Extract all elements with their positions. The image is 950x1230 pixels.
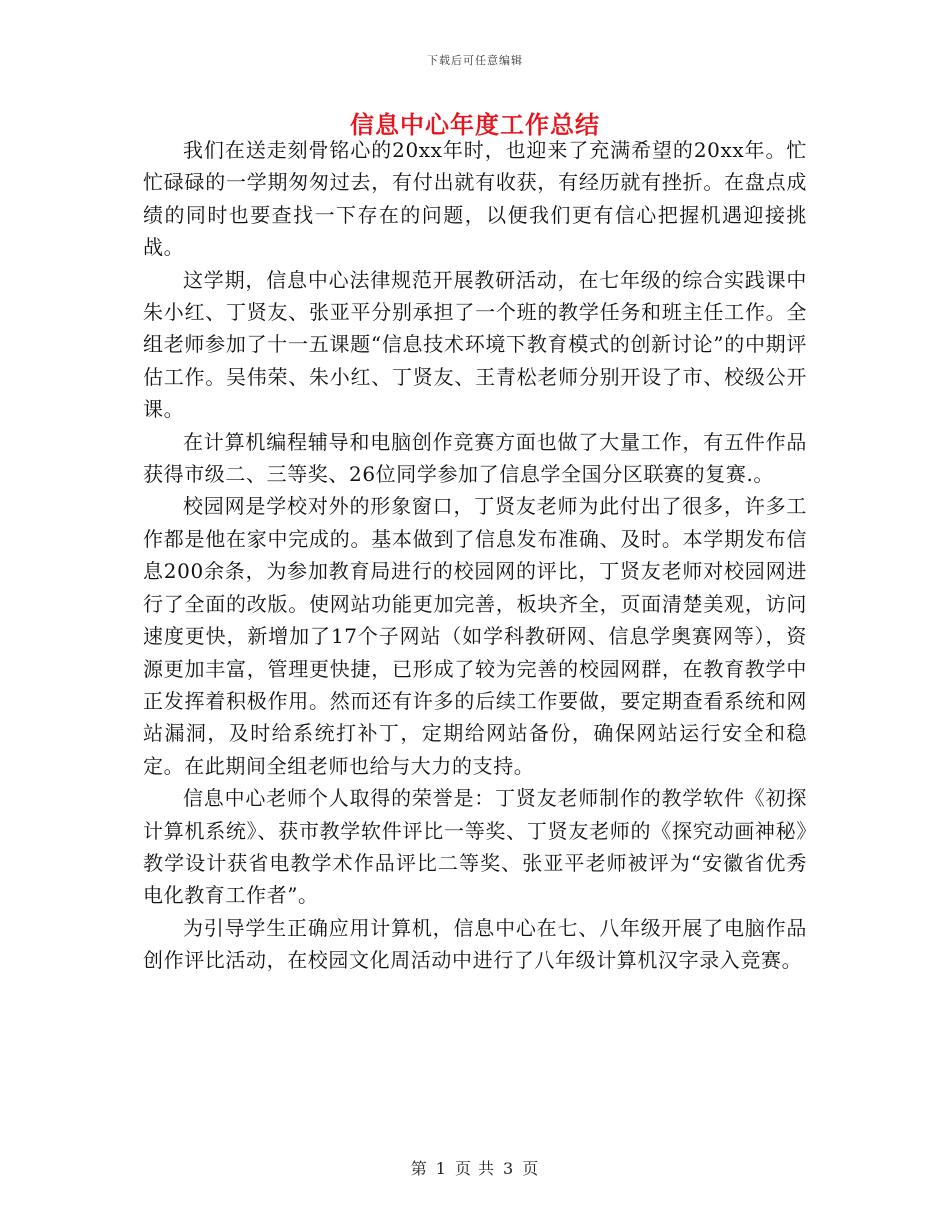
page-footer: [0, 1156, 950, 1179]
footer-suffix: 页: [522, 1159, 540, 1178]
document-title: 信息中心年度工作总结: [350, 110, 600, 139]
document-body: [143, 134, 807, 977]
page-header-note: 下载后可任意编辑: [427, 54, 523, 67]
paragraph-2: 这学期，信息中心法律规范开展教研活动，在七年级的综合实践课中朱小红、丁贤友、张亚平分别承担了一个班的教学任务和班主任工作。全组老师参加了十一五课题“信息技术环境下教育模式的创新讨论”的中期评估工作。吴伟荣、朱小红、丁贤友、王青松老师分别开设了市、校级公开课。: [143, 267, 807, 422]
footer-page-number: 1: [435, 1159, 447, 1178]
footer-prefix: 第: [410, 1159, 428, 1178]
footer-total-pages: 3: [503, 1159, 515, 1178]
footer-middle: 页 共: [454, 1159, 496, 1178]
paragraph-5: 信息中心老师个人取得的荣誉是：丁贤友老师制作的教学软件《初探计算机系统》、获市教学软件评比一等奖、丁贤友老师的《探究动画神秘》教学设计获省电教学术作品评比二等奖、张亚平老师被评为“安徽省优秀电化教育工作者”。: [143, 786, 807, 908]
paragraph-3: 在计算机编程辅导和电脑创作竞赛方面也做了大量工作，有五件作品获得市级二、三等奖、26位同学参加了信息学全国分区联赛的复赛.。: [143, 429, 807, 487]
paragraph-4: 校园网是学校对外的形象窗口，丁贤友老师为此付出了很多，许多工作都是他在家中完成的。基本做到了信息发布准确、及时。本学期发布信息200余条，为参加教育局进行的校园网的评比，丁贤友老师对校园网进行了全面的改版。使网站功能更加完善，板块齐全，页面清楚美观，访问速度更快，新增加了17个子网站（如学科教研网、信息学奥赛网等），资源更加丰富，管理更快捷，已形成了较为完善的校园网群，在教育教学中正发挥着积极作用。然而还有许多的后续工作要做，要定期查看系统和网站漏洞，及时给系统打补丁，定期给网站备份，确保网站运行安全和稳定。在此期间全组老师也给与大力的支持。: [143, 494, 807, 778]
paragraph-6: 为引导学生正确应用计算机，信息中心在七、八年级开展了电脑作品创作评比活动，在校园文化周活动中进行了八年级计算机汉字录入竞赛。: [143, 915, 807, 973]
paragraph-1: 我们在送走刻骨铭心的20xx年时，也迎来了充满希望的20xx年。忙忙碌碌的一学期匆匆过去，有付出就有收获，有经历就有挫折。在盘点成绩的同时也要查找一下存在的问题，以便我们更有信心把握机遇迎接挑战。: [143, 138, 807, 260]
